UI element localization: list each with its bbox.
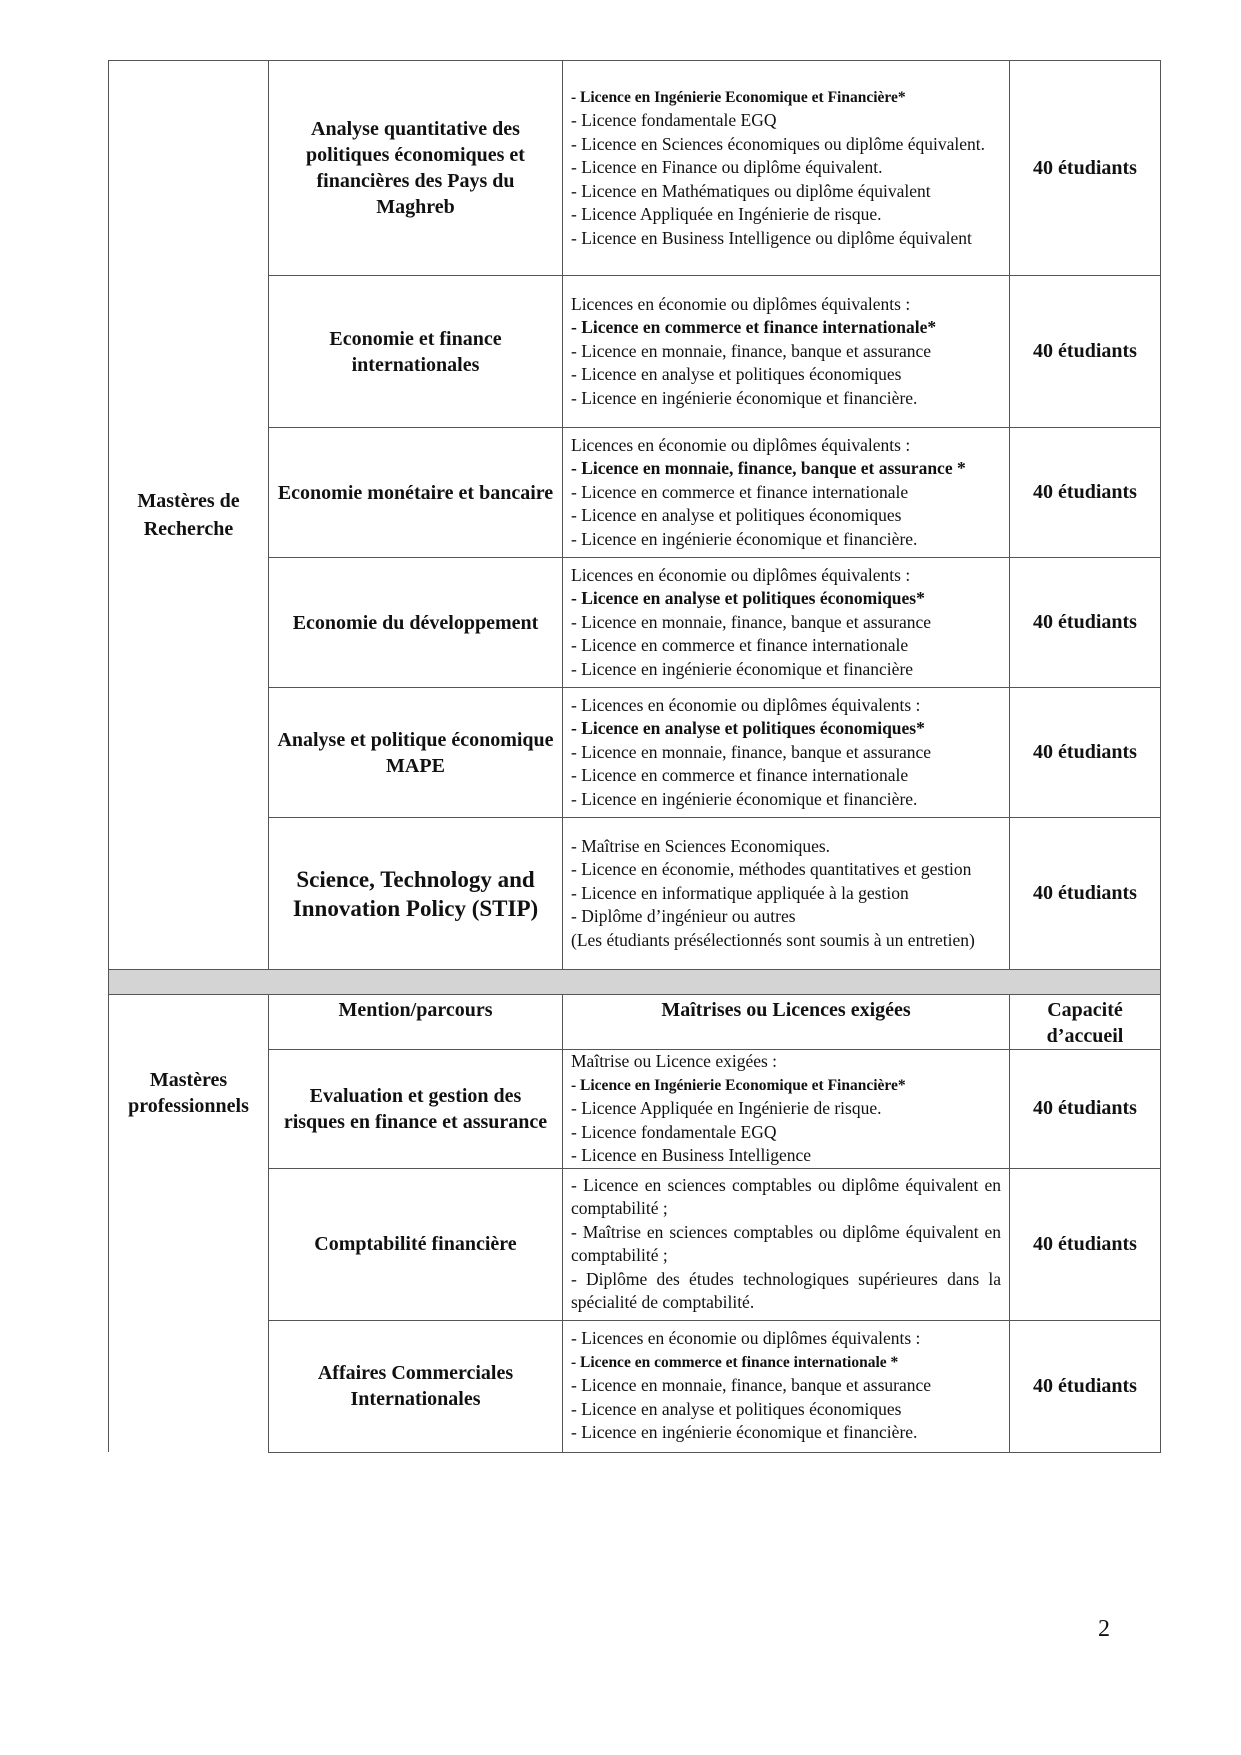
professional-section [109,995,1161,1453]
column-header-capacity: Capacité d’accueil [1010,995,1161,1050]
requirement-line: - Licence Appliquée en Ingénierie de risque. [571,1098,882,1118]
capacity-cell: 40 étudiants [1010,61,1161,276]
requirement-line: - Licence en commerce et finance internationale [571,481,909,502]
mention-cell: Comptabilité financière [269,1168,563,1320]
capacity-cell: 40 étudiants [1010,818,1161,970]
mention-cell: Analyse et politique économique MAPE [269,688,563,818]
requirement-line: - Maîtrise en sciences comptables ou diplôme équivalent en comptabilité ; [571,1221,1001,1265]
requirements-cell [563,818,1010,970]
requirement-line: - Licences en économie ou diplômes équivalents : [571,694,921,715]
capacity-cell: 40 étudiants [1010,558,1161,688]
page-number: 2 [1098,1616,1110,1642]
requirement-line: - Diplôme des études technologiques supérieures dans la spécialité de comptabilité. [571,1268,1001,1312]
requirement-line: - Licence en Business Intelligence ou diplôme équivalent [571,227,972,248]
requirement-line: - Licence en ingénierie économique et financière. [571,788,918,809]
requirement-line: - Licence Appliquée en Ingénierie de risque. [571,204,882,225]
mention-cell: Economie et finance internationales [269,276,563,428]
category-cell: Mastères professionnels [109,995,269,1453]
requirement-line: - Maîtrise en Sciences Economiques. [571,835,831,856]
requirement-line: - Licence fondamentale EGQ [571,1121,777,1142]
requirement-line: - Licence en analyse et politiques économiques [571,1398,902,1419]
requirement-line: Licences en économie ou diplômes équivalents : [571,434,911,455]
requirement-line: Maîtrise ou Licence exigées : [571,1051,778,1071]
requirement-line: - Licence en Mathématiques ou diplôme équivalent [571,180,931,201]
mention-cell: Affaires Commerciales Internationales [269,1320,563,1452]
requirements-cell [563,558,1010,688]
requirements-cell [563,688,1010,818]
requirement-line: - Licence en Ingénierie Economique et Financière* [571,88,906,106]
requirements-cell [563,1168,1010,1320]
requirements-cell [563,1050,1010,1169]
requirement-line: - Licence en monnaie, finance, banque et assurance [571,340,932,361]
column-header-requirements: Maîtrises ou Licences exigées [563,995,1010,1050]
mention-cell: Economie monétaire et bancaire [269,428,563,558]
header-row [109,995,1161,1050]
requirement-line: - Licence en ingénierie économique et financière. [571,387,918,408]
requirement-line: - Licence fondamentale EGQ [571,110,777,131]
capacity-cell: 40 étudiants [1010,688,1161,818]
requirement-line: - Licence en informatique appliquée à la gestion [571,882,909,903]
requirement-line: - Licence en Ingénierie Economique et Financière* [571,1076,906,1094]
requirements-cell [563,428,1010,558]
requirement-line: - Licence en sciences comptables ou diplôme équivalent en comptabilité ; [571,1174,1001,1218]
mention-cell: Science, Technology and Innovation Policy (STIP) [269,818,563,970]
requirement-line: - Licence en commerce et finance internationale* [571,317,937,338]
category-cell: Mastères de Recherche [109,61,269,970]
requirement-line: Licences en économie ou diplômes équivalents : [571,293,911,314]
capacity-cell: 40 étudiants [1010,428,1161,558]
requirement-line: - Licence en économie, méthodes quantitatives et gestion [571,859,972,880]
program-row [109,61,1161,276]
requirement-line: - Licence en commerce et finance internationale [571,635,909,656]
programs-table [108,60,1161,1453]
requirement-line: (Les étudiants présélectionnés sont soumis à un entretien) [571,929,975,950]
requirement-line: - Licence en Sciences économiques ou diplôme équivalent. [571,133,986,154]
capacity-cell: 40 étudiants [1010,1050,1161,1169]
mention-cell: Analyse quantitative des politiques économiques et financières des Pays du Maghreb [269,61,563,276]
requirement-line: - Licence en monnaie, finance, banque et assurance [571,741,932,762]
requirement-line: - Licence en analyse et politiques économiques* [571,718,925,739]
requirements-cell [563,276,1010,428]
capacity-cell: 40 étudiants [1010,1320,1161,1452]
requirement-line: - Licence en monnaie, finance, banque et assurance [571,611,932,632]
requirement-line: - Licence en ingénierie économique et financière. [571,528,918,549]
requirement-line: Licences en économie ou diplômes équivalents : [571,564,911,585]
requirement-line: - Licence en ingénierie économique et financière. [571,1422,918,1443]
requirement-line: - Licence en monnaie, finance, banque et assurance * [571,458,966,479]
requirement-line: - Licence en analyse et politiques économiques [571,505,902,526]
requirement-line: - Licence en commerce et finance internationale [571,765,909,786]
capacity-cell: 40 étudiants [1010,276,1161,428]
column-header-mention: Mention/parcours [269,995,563,1050]
requirement-line: - Licence en Finance ou diplôme équivalent. [571,157,883,178]
requirement-line: - Licences en économie ou diplômes équivalents : [571,1328,921,1349]
mention-cell: Economie du développement [269,558,563,688]
requirements-cell [563,1320,1010,1452]
requirement-line: - Licence en ingénierie économique et financière [571,658,914,679]
requirement-line: - Licence en commerce et finance internationale * [571,1353,899,1371]
capacity-cell: 40 étudiants [1010,1168,1161,1320]
requirement-line: - Licence en Business Intelligence [571,1145,812,1165]
section-separator [109,970,1161,995]
mention-cell: Evaluation et gestion des risques en finance et assurance [269,1050,563,1169]
requirement-line: - Diplôme d’ingénieur ou autres [571,906,796,927]
requirement-line: - Licence en analyse et politiques économiques* [571,588,925,609]
research-section [109,61,1161,970]
requirement-line: - Licence en monnaie, finance, banque et assurance [571,1375,932,1396]
requirement-line: - Licence en analyse et politiques économiques [571,364,902,385]
requirements-cell [563,61,1010,276]
